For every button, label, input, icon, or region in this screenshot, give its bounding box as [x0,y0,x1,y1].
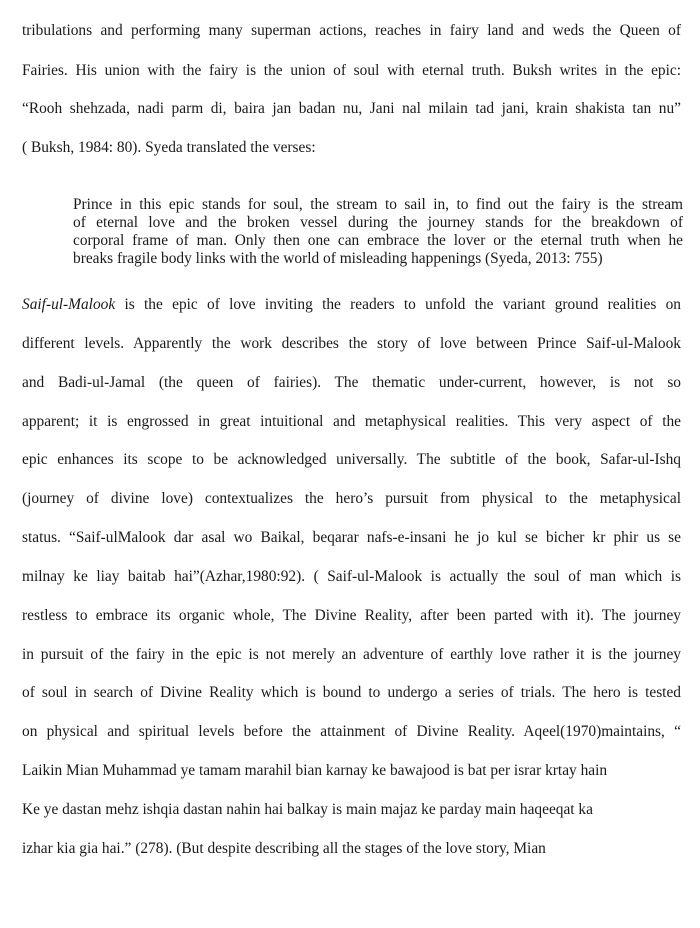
paragraph-2-line-10: in pursuit of the fairy in the epic is not merely an adventure of earthly love rather it is the journey [22,646,681,663]
paragraph-2-line-12: on physical and spiritual levels before the attainment of Divine Reality. Aqeel(1970)maintains, “ [22,723,681,740]
block-quote-line-3: corporal frame of man. Only then one can embrace the lover or the eternal truth when he [73,232,683,249]
paragraph-2-line-3: and Badi-ul-Jamal (the queen of fairies). The thematic under-current, however, is not so [22,374,681,391]
paragraph-2-line-5: epic enhances its scope to be acknowledged universally. The subtitle of the book, Safar-ul-Ishq [22,451,681,468]
paragraph-1-line-2: Fairies. His union with the fairy is the union of soul with eternal truth. Buksh writes in the epic: [22,62,681,79]
block-quote-line-1: Prince in this epic stands for soul, the stream to sail in, to find out the fairy is the stream [73,196,683,213]
paragraph-2-line-13: Laikin Mian Muhammad ye tamam marahil bian karnay ke bawajood is bat per israr krtay hain [22,762,608,779]
paragraph-2-line-1 [22,295,681,315]
paragraph-2-line-8: milnay ke liay baitab hai”(Azhar,1980:92). ( Saif-ul-Malook is actually the soul of man which is [22,568,681,585]
block-quote-line-2: of eternal love and the broken vessel during the journey stands for the breakdown of [73,214,683,231]
book-title: Saif-ul-Malook [22,296,116,313]
paragraph-2-line-1-text: is the epic of love inviting the readers to unfold the variant ground realities on [115,296,681,313]
paragraph-1-line-4: ( Buksh, 1984: 80). Syeda translated the verses: [22,139,316,156]
paragraph-1-line-1: tribulations and performing many superman actions, reaches in fairy land and weds the Queen of [22,22,681,39]
paragraph-2-line-2: different levels. Apparently the work describes the story of love between Prince Saif-ul-Malook [22,335,681,352]
paragraph-2-line-9: restless to embrace its organic whole, The Divine Reality, after been parted with it). The journey [22,607,681,624]
paragraph-2-line-6: (journey of divine love) contextualizes the hero’s pursuit from physical to the metaphysical [22,490,681,507]
paragraph-1-line-3: “Rooh shehzada, nadi parm di, baira jan badan nu, Jani nal milain tad jani, krain shakista tan nu” [22,100,681,117]
paragraph-2-line-7: status. “Saif-ulMalook dar asal wo Baikal, beqarar nafs-e-insani he jo kul se bicher kr phir us se [22,529,681,546]
paragraph-2-line-14: Ke ye dastan mehz ishqia dastan nahin hai balkay is main majaz ke parday main haqeeqat ka [22,801,593,818]
block-quote-line-4: breaks fragile body links with the world of misleading happenings (Syeda, 2013: 755) [73,250,603,267]
paragraph-2-line-15: izhar kia gia hai.” (278). (But despite describing all the stages of the love story, Mian [22,840,546,857]
paragraph-2-line-4: apparent; it is engrossed in great intuitional and metaphysical realities. This very aspect of the [22,413,681,430]
paragraph-2-line-11: of soul in search of Divine Reality which is bound to undergo a series of trials. The hero is tested [22,684,681,701]
